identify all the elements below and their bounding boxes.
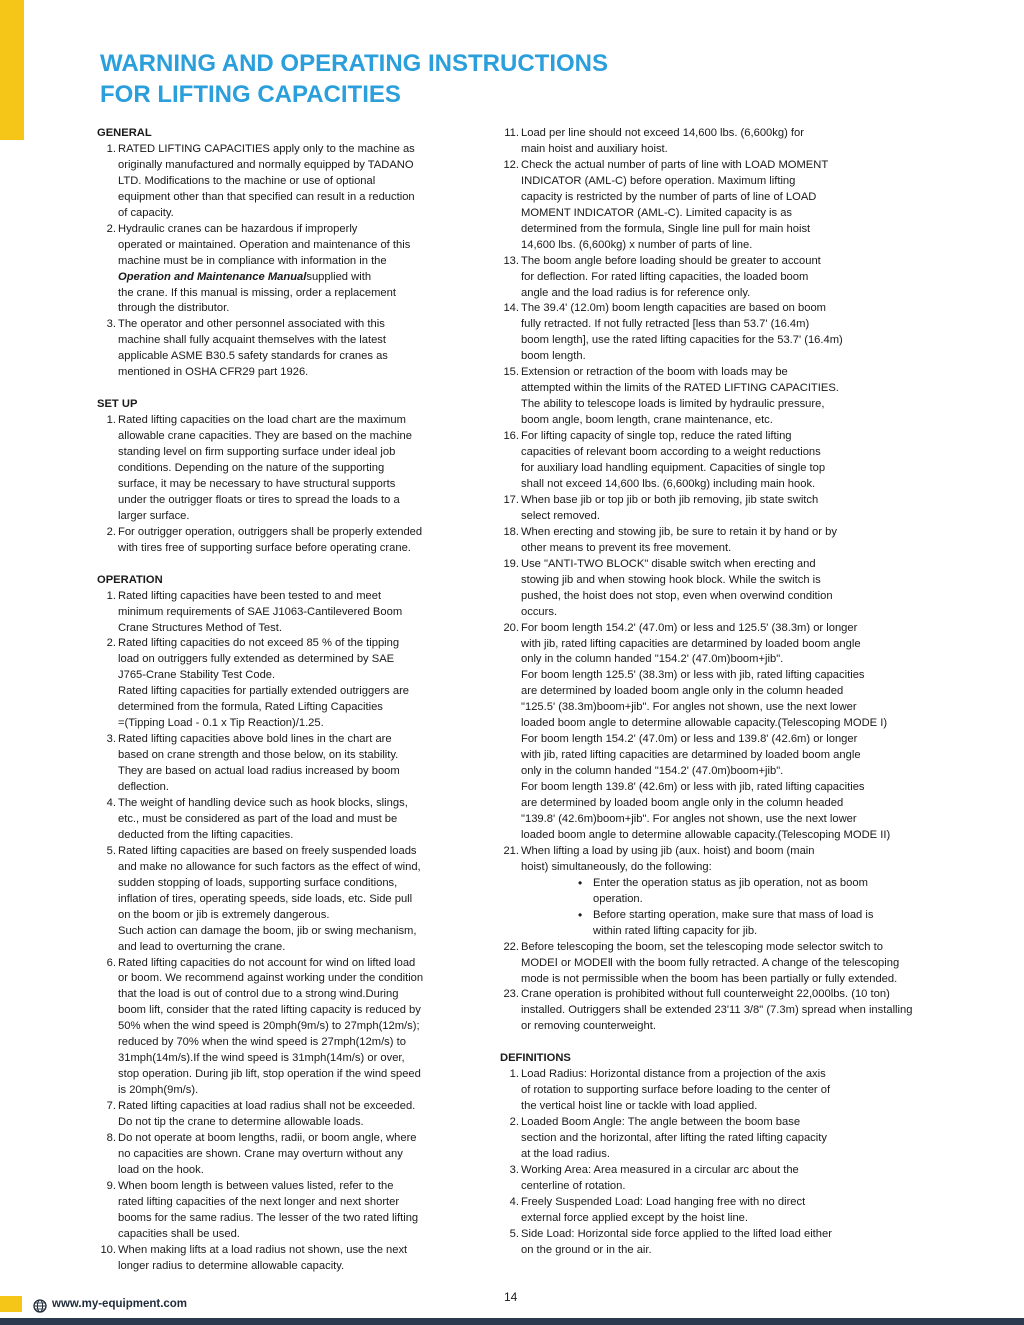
list-item-number: 2. bbox=[106, 637, 116, 650]
list-item-line: occurs. bbox=[521, 605, 558, 618]
list-item-line: "125.5' (38.3m)boom+jib". For angles not shown, use the next lower bbox=[521, 701, 857, 714]
list-item bbox=[500, 493, 970, 525]
list-item bbox=[97, 796, 467, 844]
list-item-line: loaded boom angle to determine allowable capacity.(Telescoping MODE I) bbox=[521, 717, 888, 730]
list-item-line: of capacity. bbox=[118, 206, 174, 219]
list-item-line: Loaded Boom Angle: The angle between the boom base bbox=[521, 1116, 801, 1129]
list-item-line: mentioned in OSHA CFR29 part 1926. bbox=[118, 366, 309, 379]
list-item-line: and lead to overturning the crane. bbox=[118, 940, 286, 953]
list-item bbox=[97, 317, 467, 381]
list-item-line: equipment other than that specified can result in a reduction bbox=[118, 190, 415, 203]
list-item-line: the crane. If this manual is missing, order a replacement bbox=[118, 286, 396, 299]
list-item-line: "139.8' (42.6m)boom+jib". For angles not shown, use the next lower bbox=[521, 812, 857, 825]
list-item-line: are determined by loaded boom angle only in the column headed bbox=[521, 797, 844, 810]
list-item-line: minimum requirements of SAE J1063-Cantilevered Boom bbox=[118, 605, 403, 618]
list-item-line: applicable ASME B30.5 safety standards for cranes as bbox=[118, 350, 388, 363]
list-item-line: The ability to telescope loads is limited by hydraulic pressure, bbox=[521, 398, 825, 411]
list-item-line: that the load is out of control due to a strong wind.During bbox=[118, 988, 399, 1001]
list-item-line bbox=[118, 270, 467, 286]
bullet-dot-icon: • bbox=[578, 875, 583, 890]
list-item-line: main hoist and auxiliary hoist. bbox=[521, 142, 668, 155]
list-item-line: boom angle, boom length, crane maintenance, etc. bbox=[521, 414, 773, 427]
list-item-line: larger surface. bbox=[118, 509, 190, 522]
list-item-line: Side Load: Horizontal side force applied to the lifted load either bbox=[521, 1227, 832, 1240]
list-item-line: Rated lifting capacities on the load chart are the maximum bbox=[118, 414, 406, 427]
list-item bbox=[500, 987, 970, 1035]
bullet-dot-icon: • bbox=[578, 907, 583, 922]
list-item-line: When lifting a load by using jib (aux. hoist) and boom (main bbox=[521, 844, 815, 857]
list-item-line: When base jib or top jib or both jib removing, jib state switch bbox=[521, 493, 819, 506]
list-item-line: The boom angle before loading should be greater to account bbox=[521, 254, 821, 267]
list-item-line: Crane Structures Method of Test. bbox=[118, 621, 282, 634]
list-item bbox=[500, 1067, 970, 1115]
list-item-line: with jib, rated lifting capacities are detarmined by loaded boom angle bbox=[521, 637, 861, 650]
list-item-line: etc., must be considered as part of the load and must be bbox=[118, 812, 398, 825]
list-item-line: determined from the formula, Single line pull for main hoist bbox=[521, 222, 811, 235]
list-item-line: LTD. Modifications to the machine or use of optional bbox=[118, 174, 376, 187]
list-item-number: 1. bbox=[106, 414, 116, 427]
list-item-line: stowing jib and when stowing hook block. While the switch is bbox=[521, 573, 821, 586]
list-item-line: Load Radius: Horizontal distance from a projection of the axis bbox=[521, 1068, 826, 1081]
list-item-line: Rated lifting capacities are based on freely suspended loads bbox=[118, 844, 417, 857]
list-item-number: 2. bbox=[106, 222, 116, 235]
list-item-line: rated lifting capacities of the next longer and next shorter bbox=[118, 1195, 400, 1208]
list-item-line: MOMENT INDICATOR (AML-C). Limited capacity is as bbox=[521, 206, 793, 219]
list-item bbox=[500, 365, 970, 429]
list-item bbox=[500, 940, 970, 988]
list-item bbox=[500, 844, 970, 876]
list-item-line: based on crane strength and those below, on its stability. bbox=[118, 749, 399, 762]
list-item bbox=[97, 1243, 467, 1275]
list-item-line: for auxiliary load handling equipment. Capacities of single top bbox=[521, 462, 826, 475]
list-item-line: load on outriggers fully extended as determined by SAE bbox=[118, 653, 395, 666]
list-item-line: The operator and other personnel associated with this bbox=[118, 318, 385, 331]
list-item bbox=[97, 956, 467, 1100]
list-item-line: sudden stopping of loads, supporting surface conditions, bbox=[118, 876, 398, 889]
list-item-line: boom lift, consider that the rated lifting capacity is reduced by bbox=[118, 1004, 421, 1017]
list-item-line: external force applied except by the hoist line. bbox=[521, 1211, 748, 1224]
bullet-line: Before starting operation, make sure that mass of load is bbox=[593, 908, 874, 921]
list-item bbox=[500, 525, 970, 557]
list-item-line: boom length. bbox=[521, 350, 586, 363]
list-item-line: INDICATOR (AML-C) before operation. Maximum lifting bbox=[521, 174, 796, 187]
list-item-line: standing level on firm supporting surface under ideal job bbox=[118, 446, 396, 459]
list-item-number: 17. bbox=[503, 493, 519, 506]
list-item-number: 1. bbox=[509, 1068, 519, 1081]
bullet-line: within rated lifting capacity for jib. bbox=[593, 924, 758, 937]
list-item-line: with jib, rated lifting capacities are detarmined by loaded boom angle bbox=[521, 749, 861, 762]
list-item-line: only in the column handed "154.2' (47.0m)boom+jib". bbox=[521, 653, 784, 666]
list-item-line: Do not tip the crane to determine allowable loads. bbox=[118, 1116, 364, 1129]
list-item-line: Hydraulic cranes can be hazardous if improperly bbox=[118, 222, 358, 235]
accent-bar bbox=[0, 0, 24, 140]
list-item bbox=[97, 732, 467, 796]
list-item-line: Rated lifting capacities do not exceed 85 % of the tipping bbox=[118, 637, 400, 650]
page-title-line: WARNING AND OPERATING INSTRUCTIONS bbox=[100, 50, 608, 77]
list-item-line: Rated lifting capacities have been tested to and meet bbox=[118, 589, 382, 602]
list-item-line: load on the hook. bbox=[118, 1163, 204, 1176]
list-item-line: Do not operate at boom lengths, radii, or boom angle, where bbox=[118, 1132, 417, 1145]
list-item-line: The 39.4' (12.0m) boom length capacities are based on boom bbox=[521, 302, 827, 315]
list-item bbox=[500, 1227, 970, 1259]
list-item-line: 50% when the wind speed is 20mph(9m/s) to 27mph(12m/s); bbox=[118, 1020, 420, 1033]
list-item bbox=[97, 413, 467, 525]
list-item-line: deflection. bbox=[118, 781, 169, 794]
list-item-line: of rotation to supporting surface before loading to the center of bbox=[521, 1084, 831, 1097]
list-item-line: For boom length 154.2' (47.0m) or less and 139.8' (42.6m) or longer bbox=[521, 733, 858, 746]
list-item-line: with tires free of supporting surface before operating crane. bbox=[118, 541, 411, 554]
list-item-number: 18. bbox=[503, 525, 519, 538]
list-item-number: 19. bbox=[503, 557, 519, 570]
list-item-line: Such action can damage the boom, jib or swing mechanism, bbox=[118, 924, 417, 937]
list-item-number: 5. bbox=[106, 844, 116, 857]
list-item-line: boom length], use the rated lifting capacities for the 53.7' (16.4m) bbox=[521, 334, 843, 347]
list-item-number: 6. bbox=[106, 956, 116, 969]
list-item-text: supplied with bbox=[306, 270, 372, 283]
list-item-number: 8. bbox=[106, 1132, 116, 1145]
list-item-number: 7. bbox=[106, 1100, 116, 1113]
list-item-line: Rated lifting capacities for partially extended outriggers are bbox=[118, 685, 410, 698]
list-item-number: 3. bbox=[106, 733, 116, 746]
list-item-line: Freely Suspended Load: Load hanging free with no direct bbox=[521, 1195, 806, 1208]
list-item-line: When erecting and stowing jib, be sure to retain it by hand or by bbox=[521, 525, 837, 538]
list-item-number: 12. bbox=[503, 158, 519, 171]
list-item bbox=[500, 158, 970, 254]
list-item bbox=[500, 254, 970, 302]
list-item-line: MODEⅠ or MODEⅡ with the boom fully retracted. A change of the telescoping bbox=[521, 956, 900, 969]
list-item-line: longer radius to determine allowable capacity. bbox=[118, 1259, 345, 1272]
list-item-line: Crane operation is prohibited without full counterweight 22,000lbs. (10 ton) bbox=[521, 988, 890, 1001]
list-item bbox=[97, 844, 467, 956]
list-item-line: 14,600 lbs. (6,600kg) x number of parts of line. bbox=[521, 238, 753, 251]
list-item-line: For lifting capacity of single top, reduce the rated lifting bbox=[521, 430, 792, 443]
list-item-line: They are based on actual load radius increased by boom bbox=[118, 765, 400, 778]
list-item-line: section and the horizontal, after lifting the rated lifting capacity bbox=[521, 1132, 827, 1145]
footer-bar bbox=[0, 1318, 1024, 1325]
list-item-line: select removed. bbox=[521, 509, 600, 522]
list-item-line: on the ground or in the air. bbox=[521, 1243, 652, 1256]
list-item-line: surface, it may be necessary to have structural supports bbox=[118, 477, 396, 490]
manual-title: Operation and Maintenance Manual bbox=[118, 270, 307, 283]
list-item-line: installed. Outriggers shall be extended 23'11 3/8" (7.3m) spread when installing bbox=[521, 1004, 913, 1017]
list-item-line: and make no allowance for such factors as the effect of wind, bbox=[118, 860, 421, 873]
list-item-line: on the boom or jib is extremely dangerous. bbox=[118, 908, 330, 921]
list-item bbox=[500, 1163, 970, 1195]
list-item-line: the vertical hoist line or tackle with load applied. bbox=[521, 1100, 758, 1113]
list-item-line: or removing counterweight. bbox=[521, 1020, 656, 1033]
list-item-line: Extension or retraction of the boom with loads may be bbox=[521, 366, 788, 379]
list-item-line: only in the column handed "154.2' (47.0m)boom+jib". bbox=[521, 765, 784, 778]
list-item-line: under the outrigger floats or tires to spread the loads to a bbox=[118, 493, 400, 506]
list-item-number: 11. bbox=[504, 127, 519, 139]
list-item bbox=[97, 1099, 467, 1131]
list-item-line: For outrigger operation, outriggers shall be properly extended bbox=[118, 525, 423, 538]
list-item-line: shall not exceed 14,600 lbs. (6,600kg) including main hook. bbox=[521, 477, 816, 490]
list-item bbox=[500, 429, 970, 493]
list-item-line: booms for the same radius. The lesser of the two rated lifting bbox=[118, 1211, 419, 1224]
list-item-line: other means to prevent its free movement. bbox=[521, 541, 732, 554]
left-column bbox=[97, 126, 467, 1275]
list-item-line: When making lifts at a load radius not shown, use the next bbox=[118, 1243, 408, 1256]
list-item-line: For boom length 139.8' (42.6m) or less with jib, rated lifting capacities bbox=[521, 781, 865, 794]
list-item-line: for deflection. For rated lifting capacities, the loaded boom bbox=[521, 270, 809, 283]
list-item-line: centerline of rotation. bbox=[521, 1179, 626, 1192]
list-item-number: 14. bbox=[503, 302, 519, 315]
list-item bbox=[500, 557, 970, 621]
list-item-line: mode is not permissible when the boom has been partially or fully extended. bbox=[521, 972, 898, 985]
list-item-number: 1. bbox=[106, 142, 116, 155]
list-item bbox=[97, 525, 467, 557]
list-item-line: inflation of tires, operating speeds, side loads, etc. Side pull bbox=[118, 892, 413, 905]
bullet-line: operation. bbox=[593, 892, 643, 905]
list-item-line: For boom length 125.5' (38.3m) or less with jib, rated lifting capacities bbox=[521, 669, 865, 682]
page-title-line: FOR LIFTING CAPACITIES bbox=[100, 81, 401, 108]
list-item bbox=[97, 142, 467, 222]
list-item-line: Working Area: Area measured in a circular arc about the bbox=[521, 1163, 799, 1176]
list-item-number: 1. bbox=[106, 589, 116, 602]
list-item-number: 4. bbox=[106, 797, 116, 809]
list-item-number: 4. bbox=[509, 1195, 519, 1208]
list-item-line: The weight of handling device such as hook blocks, slings, bbox=[118, 797, 408, 809]
list-item bbox=[97, 1131, 467, 1179]
list-item-line: pushed, the hoist does not stop, even when overwind condition bbox=[521, 589, 833, 602]
list-item-number: 22. bbox=[503, 940, 519, 953]
section-heading: SET UP bbox=[97, 398, 138, 411]
list-item-line: originally manufactured and normally equipped by TADANO bbox=[118, 158, 414, 171]
list-item-number: 16. bbox=[503, 430, 519, 443]
list-item-line: operated or maintained. Operation and maintenance of this bbox=[118, 238, 411, 251]
list-item-line: machine shall fully acquaint themselves with the latest bbox=[118, 334, 387, 347]
list-item-number: 9. bbox=[106, 1179, 116, 1192]
list-item-line: are determined by loaded boom angle only in the column headed bbox=[521, 685, 844, 698]
list-item-line: through the distributor. bbox=[118, 302, 230, 315]
list-item-number: 2. bbox=[509, 1116, 519, 1129]
list-item-number: 3. bbox=[509, 1163, 519, 1176]
list-item bbox=[97, 1179, 467, 1243]
list-item-line: reduced by 70% when the wind speed is 27mph(12m/s) to bbox=[118, 1036, 406, 1049]
list-item-line: For boom length 154.2' (47.0m) or less and 125.5' (38.3m) or longer bbox=[521, 621, 858, 634]
list-item bbox=[97, 589, 467, 637]
list-item-line: fully retracted. If not fully retracted [less than 53.7' (16.4m) bbox=[521, 318, 810, 331]
list-item-number: 21. bbox=[503, 844, 519, 857]
list-item-number: 3. bbox=[106, 318, 116, 331]
list-item-line: Rated lifting capacities do not account for wind on lifted load bbox=[118, 956, 416, 969]
list-item-line: or boom. We recommend against working under the condition bbox=[118, 972, 424, 985]
list-item-line: =(Tipping Load - 0.1 x Tip Reaction)/1.25. bbox=[118, 717, 324, 730]
list-item-line: Use "ANTI-TWO BLOCK" disable switch when erecting and bbox=[521, 557, 816, 570]
list-item-line: capacities of relevant boom according to a weight reductions bbox=[521, 446, 821, 459]
list-item-line: loaded boom angle to determine allowable capacity.(Telescoping MODE II) bbox=[521, 828, 891, 841]
section-heading: OPERATION bbox=[97, 573, 163, 586]
globe-icon bbox=[33, 1299, 47, 1318]
list-item-line: conditions. Depending on the nature of the supporting bbox=[118, 462, 385, 474]
list-item-line: Load per line should not exceed 14,600 lbs. (6,600kg) for bbox=[521, 127, 804, 139]
footer-accent-tab bbox=[0, 1296, 22, 1312]
list-item bbox=[500, 621, 970, 844]
list-item-line: capacities shall be used. bbox=[118, 1227, 240, 1240]
list-item-line: allowable crane capacities. They are based on the machine bbox=[118, 430, 412, 443]
list-item-line: deducted from the lifting capacities. bbox=[118, 828, 294, 841]
list-item-number: 2. bbox=[106, 525, 116, 538]
list-item-number: 20. bbox=[503, 621, 519, 634]
list-item-line: machine must be in compliance with information in the bbox=[118, 254, 387, 267]
list-item bbox=[500, 126, 970, 158]
right-column bbox=[500, 126, 970, 1259]
list-item-number: 5. bbox=[509, 1227, 519, 1240]
list-item-line: at the load radius. bbox=[521, 1147, 610, 1160]
page-title bbox=[100, 48, 608, 110]
list-item-line: attempted within the limits of the RATED LIFTING CAPACITIES. bbox=[521, 382, 839, 395]
list-item-line: determined from the formula, Rated Lifting Capacities bbox=[118, 701, 383, 714]
list-item-line: J765-Crane Stability Test Code. bbox=[118, 669, 276, 682]
list-item-line: Rated lifting capacities at load radius shall not be exceeded. bbox=[118, 1100, 416, 1113]
list-item-line: capacity is restricted by the number of parts of line of LOAD bbox=[521, 190, 817, 203]
list-item-line: Before telescoping the boom, set the telescoping mode selector switch to bbox=[521, 940, 883, 953]
footer-website-link[interactable]: www.my-equipment.com bbox=[52, 1298, 188, 1310]
section-heading: DEFINITIONS bbox=[500, 1052, 571, 1065]
list-item-line: 31mph(14m/s).If the wind speed is 31mph(14m/s) or over, bbox=[118, 1052, 405, 1065]
page-number: 14 bbox=[504, 1290, 518, 1304]
list-item-line: Check the actual number of parts of line with LOAD MOMENT bbox=[521, 158, 829, 171]
list-item-line: angle and the load radius is for reference only. bbox=[521, 286, 751, 299]
list-item bbox=[500, 1115, 970, 1163]
list-item-number: 10. bbox=[100, 1243, 116, 1256]
bullet-item bbox=[500, 908, 970, 940]
section-heading: GENERAL bbox=[97, 127, 152, 139]
bullet-line: Enter the operation status as jib operation, not as boom bbox=[593, 876, 868, 889]
list-item-line: When boom length is between values listed, refer to the bbox=[118, 1179, 394, 1192]
list-item-number: 23. bbox=[503, 988, 519, 1001]
list-item bbox=[97, 636, 467, 732]
list-item-line: no capacities are shown. Crane may overturn without any bbox=[118, 1147, 403, 1160]
list-item bbox=[500, 1195, 970, 1227]
list-item-line: RATED LIFTING CAPACITIES apply only to the machine as bbox=[118, 142, 415, 155]
bullet-item bbox=[500, 876, 970, 908]
list-item-line: is 20mph(9m/s). bbox=[118, 1084, 199, 1097]
list-item-line: Rated lifting capacities above bold lines in the chart are bbox=[118, 733, 392, 746]
list-item-line: stop operation. During jib lift, stop operation if the wind speed bbox=[118, 1068, 421, 1081]
list-item-number: 15. bbox=[503, 366, 519, 379]
list-item-number: 13. bbox=[503, 254, 519, 267]
list-item bbox=[97, 222, 467, 318]
list-item bbox=[500, 301, 970, 365]
list-item-line: hoist) simultaneously, do the following: bbox=[521, 860, 712, 873]
